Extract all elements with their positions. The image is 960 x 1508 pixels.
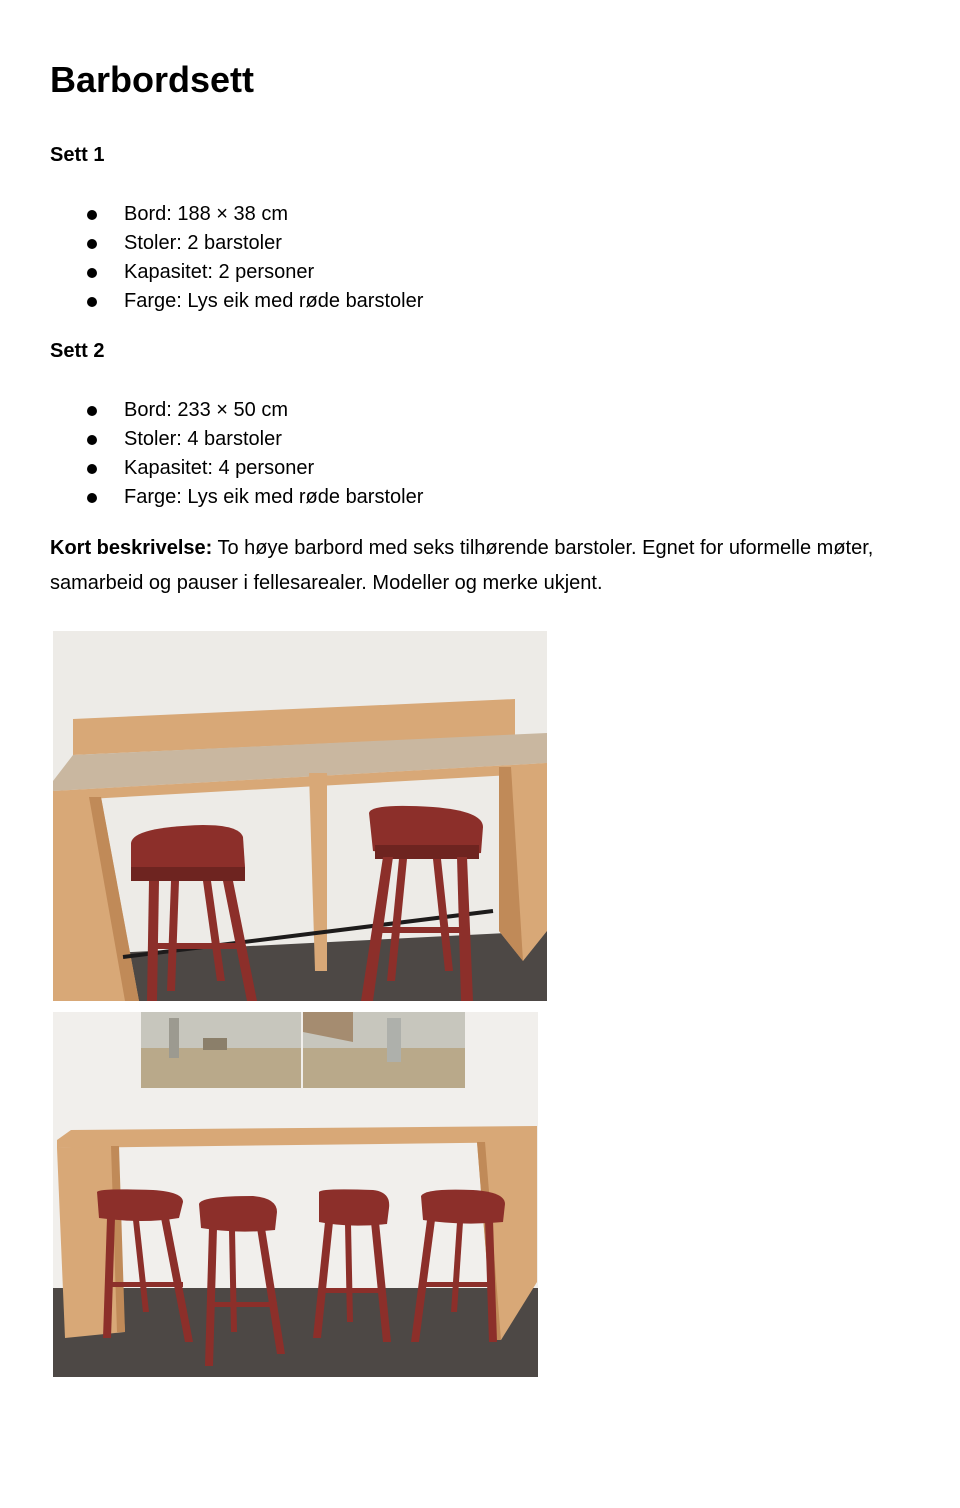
spec-capacity: Kapasitet: 2 personer <box>124 261 315 283</box>
spec-color: Farge: Lys eik med røde barstoler <box>124 290 424 312</box>
spec-dimensions: Bord: 233 × 50 cm <box>124 399 288 421</box>
list-item <box>0 229 423 258</box>
list-item <box>0 287 423 316</box>
photo-bar-table-set-1 <box>53 631 547 1001</box>
list-item <box>0 454 423 483</box>
floor <box>53 1288 538 1377</box>
spec-capacity: Kapasitet: 4 personer <box>124 457 315 479</box>
description-label: Kort beskrivelse: <box>50 537 213 559</box>
set-1-heading: Sett 1 <box>50 144 105 166</box>
bullet-icon <box>87 435 97 445</box>
bullet-icon <box>87 239 97 249</box>
document-title: Barbordsett <box>50 59 255 100</box>
wall-painting <box>141 1012 465 1088</box>
set-2-heading: Sett 2 <box>50 340 105 362</box>
list-item <box>0 425 423 454</box>
bullet-icon <box>87 406 97 416</box>
list-item <box>0 258 423 287</box>
bullet-icon <box>87 464 97 474</box>
spec-chairs: Stoler: 4 barstoler <box>124 428 282 450</box>
spec-chairs: Stoler: 2 barstoler <box>124 232 282 254</box>
bullet-icon <box>87 210 97 220</box>
short-description <box>50 531 950 601</box>
description-text: To høye barbord med seks tilhørende barstoler. Egnet for uformelle møter, samarbeid og pauser i fellesarealer. Modeller og merke ukjent. <box>50 537 874 594</box>
set-2-spec-list <box>0 396 423 512</box>
spec-dimensions: Bord: 188 × 38 cm <box>124 203 288 225</box>
bullet-icon <box>87 297 97 307</box>
set-1-spec-list <box>0 200 423 316</box>
list-item <box>0 483 423 512</box>
list-item <box>0 396 423 425</box>
list-item <box>0 200 423 229</box>
bullet-icon <box>87 493 97 503</box>
photo-bar-table-set-2 <box>53 1012 538 1377</box>
spec-color: Farge: Lys eik med røde barstoler <box>124 486 424 508</box>
bullet-icon <box>87 268 97 278</box>
